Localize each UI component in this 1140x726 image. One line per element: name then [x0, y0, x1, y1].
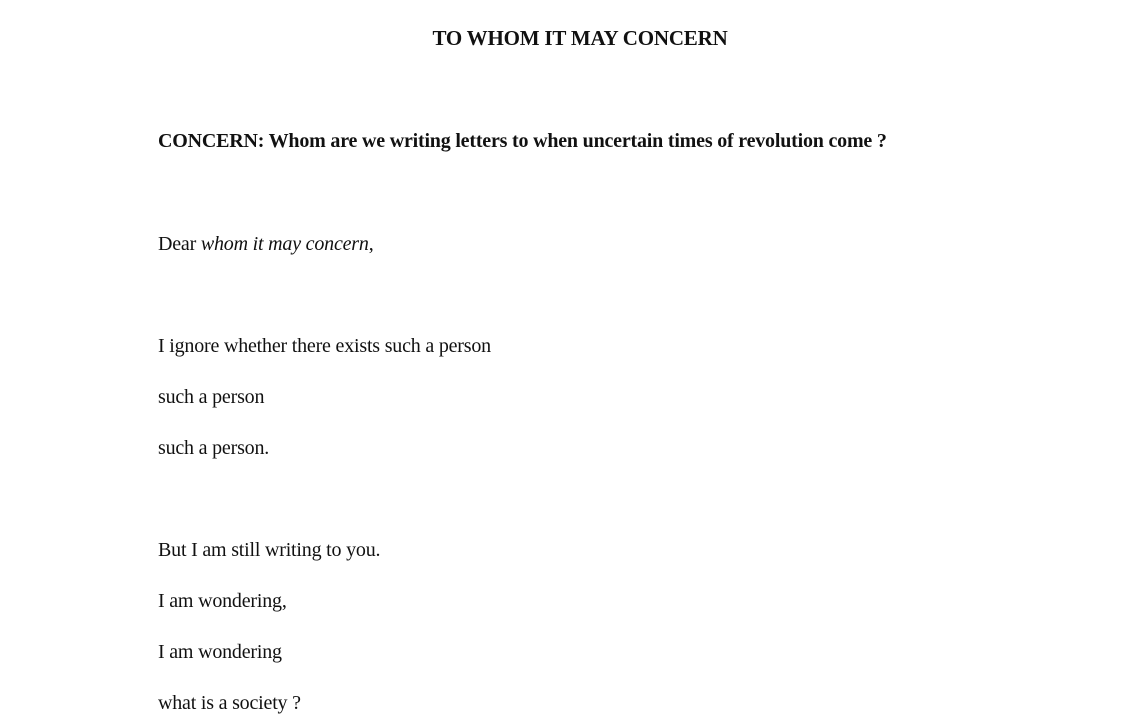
- stanza-1-line-2: such a person: [158, 386, 265, 408]
- concern-line: CONCERN: Whom are we writing letters to when uncertain times of revolution come ?: [158, 130, 887, 152]
- document-title: TO WHOM IT MAY CONCERN: [432, 26, 728, 50]
- salutation-addressee: whom it may concern: [200, 233, 369, 255]
- salutation-prefix: Dear: [158, 233, 201, 255]
- salutation-suffix: ,: [368, 233, 374, 255]
- stanza-1-line-3: such a person.: [158, 437, 270, 459]
- salutation: [158, 233, 374, 256]
- stanza-2-line-3: I am wondering: [158, 641, 282, 663]
- stanza-2-line-2: I am wondering,: [158, 590, 287, 612]
- stanza-2-line-1: But I am still writing to you.: [158, 539, 381, 561]
- stanza-2-line-4: what is a society ?: [158, 692, 301, 714]
- stanza-1-line-1: I ignore whether there exists such a person: [158, 335, 491, 357]
